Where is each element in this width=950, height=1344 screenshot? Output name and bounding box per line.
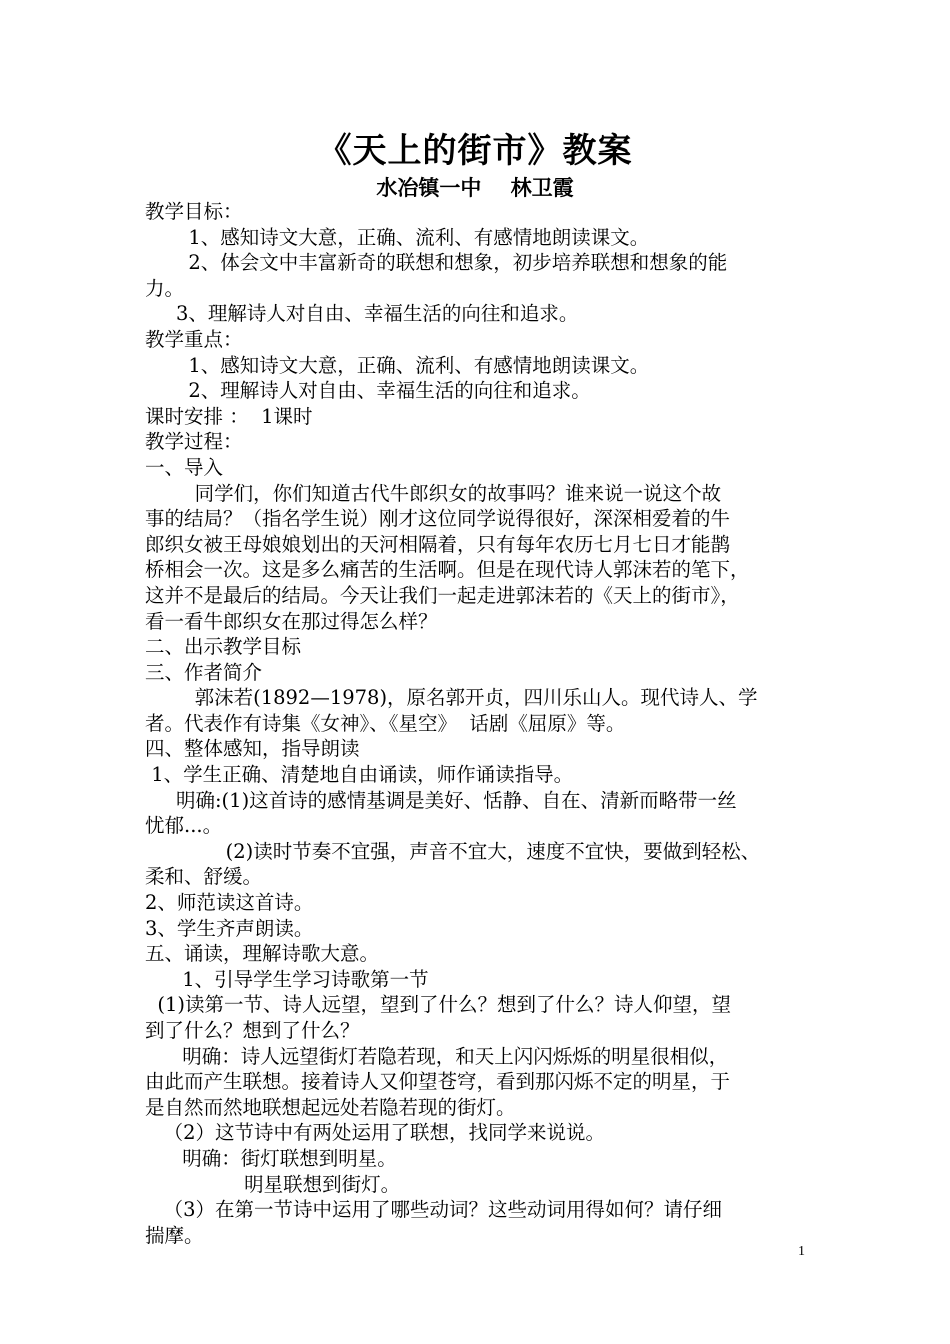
- text-line: 柔和、舒缓。: [145, 865, 263, 889]
- text-line: 事的结局？（指名学生说）刚才这位同学说得很好，深深相爱着的牛: [145, 507, 731, 531]
- text-line: 由此而产生联想。接着诗人又仰望苍穹，看到那闪烁不定的明星，于: [145, 1070, 731, 1094]
- text-line: 郎织女被王母娘娘划出的天河相隔着，只有每年农历七月七日才能鹊: [145, 532, 731, 556]
- text-line: 郭沫若(1892—1978)，原名郭开贞，四川乐山人。现代诗人、学: [145, 686, 758, 710]
- text-line: 是自然而然地联想起远处若隐若现的街灯。: [145, 1095, 516, 1119]
- text-line: 1、感知诗文大意，正确、流利、有感情地朗读课文。: [145, 353, 650, 377]
- text-line: 到了什么？想到了什么？: [145, 1019, 360, 1042]
- text-line: （3）在第一节诗中运用了哪些动词？这些动词用得如何？请仔细: [145, 1198, 723, 1222]
- text-line: 2、理解诗人对自由、幸福生活的向往和追求。: [145, 379, 591, 403]
- text-line: 二、出示教学目标: [145, 635, 302, 659]
- text-line: 明确：街灯联想到明星。: [145, 1146, 397, 1170]
- text-line: 五、诵读，理解诗歌大意。: [145, 942, 380, 966]
- author-line: 水冶镇一中 林卫霞: [376, 175, 574, 200]
- text-line: 力。: [145, 276, 185, 300]
- text-line: 者。代表作有诗集《女神》、《星空》 话剧《屈原》等。: [145, 711, 626, 735]
- text-line: 1、引导学生学习诗歌第一节: [145, 967, 429, 991]
- text-line: 3、学生齐声朗读。: [145, 916, 314, 940]
- text-line: 明确：诗人远望街灯若隐若现，和天上闪闪烁烁的明星很相似，: [145, 1044, 729, 1068]
- text-line: 同学们，你们知道古代牛郎织女的故事吗？谁来说一说这个故: [145, 481, 722, 505]
- text-line: (1)读第一节、诗人远望，望到了什么？想到了什么？诗人仰望，望: [145, 993, 732, 1017]
- text-line: 这并不是最后的结局。今天让我们一起走进郭沫若的《天上的街市》，: [145, 583, 740, 607]
- text-line: 三、作者简介: [145, 660, 263, 684]
- text-line: (2)读时节奏不宜强，声音不宜大，速度不宜快，要做到轻松、: [145, 839, 761, 863]
- text-line: 四、整体感知，指导朗读: [145, 737, 360, 761]
- text-line: 明星联想到街灯。: [145, 1172, 401, 1196]
- text-line: 1、感知诗文大意，正确、流利、有感情地朗读课文。: [145, 225, 650, 249]
- text-line: 1、学生正确、清楚地自由诵读，师作诵读指导。: [145, 763, 574, 787]
- page-number: 1: [798, 1244, 805, 1259]
- text-line: 忧郁...。: [145, 814, 223, 838]
- text-line: 看一看牛郎织女在那过得怎么样？: [145, 609, 438, 633]
- text-line: 桥相会一次。这是多么痛苦的生活啊。但是在现代诗人郭沫若的笔下，: [145, 558, 750, 582]
- text-line: 明确:(1)这首诗的感情基调是美好、恬静、自在、清新而略带一丝: [145, 788, 737, 812]
- text-line: 一、导入: [145, 455, 224, 479]
- text-line: 教学重点：: [145, 327, 243, 351]
- text-line: （2）这节诗中有两处运用了联想，找同学来说说。: [145, 1121, 606, 1145]
- text-line: 教学过程：: [145, 430, 243, 454]
- document-body: [145, 199, 825, 1248]
- text-line: 2、体会文中丰富新奇的联想和想象，初步培养联想和想象的能: [145, 251, 728, 275]
- text-line: 教学目标：: [145, 200, 243, 223]
- text-line: 课时安排 ： 1课时: [145, 404, 313, 428]
- text-line: 2、师范读这首诗。: [145, 891, 314, 915]
- text-line: 3、理解诗人对自由、幸福生活的向往和追求。: [145, 302, 579, 326]
- text-line: 揣摩。: [145, 1223, 204, 1247]
- document-title: 《天上的街市》教案: [317, 131, 633, 171]
